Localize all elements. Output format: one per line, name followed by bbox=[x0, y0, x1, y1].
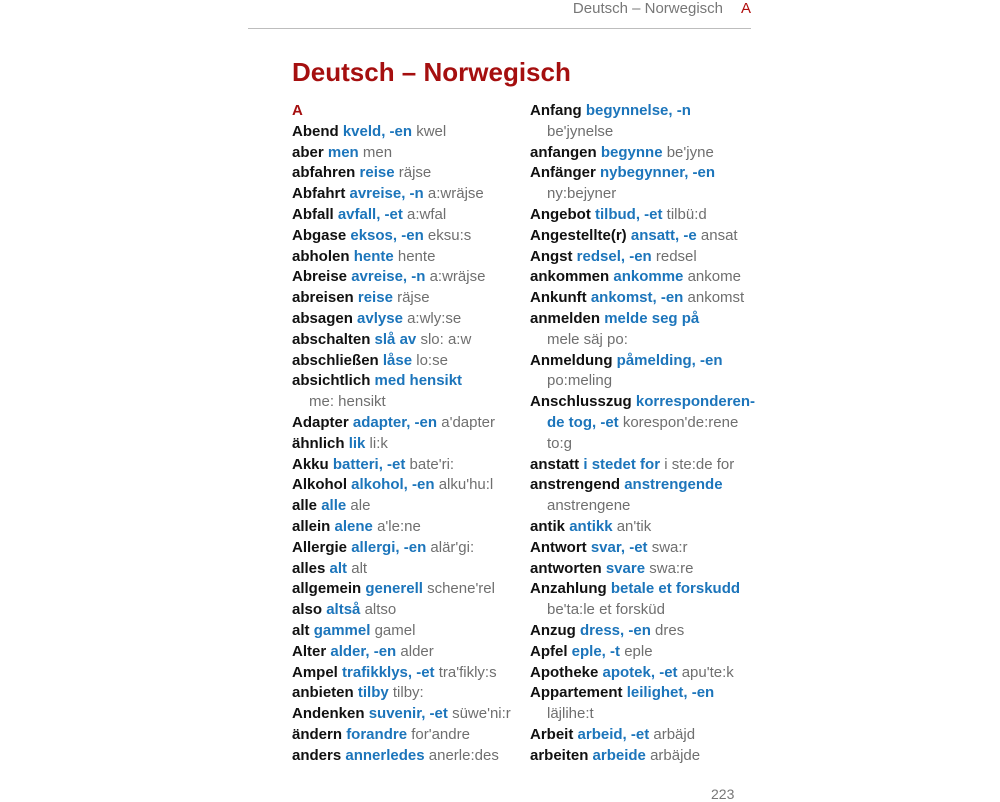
dictionary-entry bbox=[292, 683, 522, 704]
dictionary-entry bbox=[292, 184, 522, 205]
dictionary-entry bbox=[292, 330, 522, 351]
dictionary-entry bbox=[292, 226, 522, 247]
pronunciation: a:wfal bbox=[407, 205, 447, 223]
dictionary-entry bbox=[292, 163, 522, 184]
german-headword: anbieten bbox=[292, 684, 354, 702]
dictionary-entry bbox=[292, 517, 522, 538]
norwegian-translation: tilby bbox=[357, 684, 389, 702]
dictionary-entry bbox=[292, 288, 522, 309]
pronunciation: eple bbox=[624, 642, 653, 660]
section-letter: A bbox=[292, 102, 303, 119]
norwegian-translation: suvenir, -et bbox=[368, 705, 448, 723]
pronunciation: anstrengene bbox=[547, 497, 631, 515]
norwegian-translation: lik bbox=[348, 434, 366, 452]
dictionary-entry bbox=[530, 538, 752, 559]
pronunciation: räjse bbox=[398, 164, 432, 182]
dictionary-entry bbox=[530, 663, 752, 684]
german-headword: Arbeit bbox=[530, 725, 574, 743]
norwegian-translation: redsel, -en bbox=[576, 247, 652, 265]
pronunciation: eksu:s bbox=[427, 226, 472, 244]
dictionary-entry bbox=[292, 621, 522, 642]
german-headword: Anfang bbox=[530, 102, 582, 119]
dictionary-entry bbox=[530, 621, 752, 642]
german-headword: ähnlich bbox=[292, 434, 345, 452]
page-title: Deutsch – Norwegisch bbox=[292, 57, 571, 87]
header-letter: A bbox=[740, 0, 751, 17]
norwegian-translation: alle bbox=[321, 497, 347, 515]
pronunciation: for'andre bbox=[411, 725, 470, 743]
german-headword: Akku bbox=[292, 455, 329, 473]
german-headword: ändern bbox=[292, 725, 343, 743]
norwegian-translation: i stedet for bbox=[583, 455, 661, 473]
norwegian-translation: alt bbox=[329, 559, 348, 577]
dictionary-entry bbox=[292, 642, 522, 663]
pronunciation: a'dapter bbox=[441, 413, 495, 431]
german-headword: Apotheke bbox=[530, 663, 599, 681]
pronunciation: redsel bbox=[655, 247, 697, 265]
pronunciation: ale bbox=[350, 497, 371, 515]
dictionary-entry bbox=[292, 351, 522, 372]
pronunciation: ansat bbox=[700, 226, 738, 244]
dictionary-entry bbox=[530, 683, 752, 704]
norwegian-translation: apotek, -et bbox=[602, 663, 678, 681]
pronunciation: anerle:des bbox=[428, 746, 499, 764]
pronunciation: to:g bbox=[547, 434, 573, 452]
norwegian-translation: batteri, -et bbox=[332, 455, 406, 473]
norwegian-translation: tilbud, -et bbox=[595, 205, 663, 223]
dictionary-entry bbox=[292, 267, 522, 288]
pronunciation: korespon'de:rene bbox=[622, 413, 739, 431]
dictionary-entry bbox=[292, 309, 522, 330]
german-headword: Angestellte(r) bbox=[530, 226, 627, 244]
pronunciation: alt bbox=[351, 559, 368, 577]
german-headword: Anschlusszug bbox=[530, 393, 632, 411]
dictionary-entry bbox=[530, 746, 752, 767]
norwegian-translation: låse bbox=[382, 351, 413, 369]
pronunciation: altso bbox=[364, 601, 397, 619]
running-header bbox=[248, 0, 751, 29]
pronunciation: me: hensikt bbox=[309, 393, 386, 411]
dictionary-entry-continuation bbox=[530, 496, 752, 517]
german-headword: Alter bbox=[292, 642, 327, 660]
pronunciation: schene'rel bbox=[427, 580, 495, 598]
pronunciation: swa:r bbox=[651, 538, 688, 556]
pronunciation: dres bbox=[655, 621, 685, 639]
german-headword: Ampel bbox=[292, 663, 338, 681]
dictionary-entry bbox=[530, 351, 752, 372]
dictionary-entry bbox=[530, 101, 752, 122]
dictionary-entry-continuation bbox=[530, 184, 752, 205]
dictionary-entry bbox=[292, 663, 522, 684]
norwegian-translation: avlyse bbox=[357, 309, 403, 327]
norwegian-translation: hente bbox=[353, 247, 394, 265]
german-headword: ankommen bbox=[530, 268, 610, 286]
norwegian-translation: ansatt, -e bbox=[630, 226, 697, 244]
german-headword: anstatt bbox=[530, 455, 580, 473]
norwegian-translation: adapter, -en bbox=[352, 413, 438, 431]
dictionary-entry bbox=[292, 538, 522, 559]
dictionary-entry bbox=[292, 746, 522, 767]
norwegian-translation: eple, -t bbox=[571, 642, 621, 660]
dictionary-entry bbox=[530, 392, 756, 413]
norwegian-translation: forandre bbox=[346, 725, 408, 743]
dictionary-entry bbox=[530, 247, 752, 268]
pronunciation: a:wräjse bbox=[427, 185, 484, 203]
pronunciation: a:wräjse bbox=[429, 268, 486, 286]
german-headword: abschalten bbox=[292, 330, 371, 348]
norwegian-translation: alene bbox=[334, 517, 373, 535]
dictionary-entry-continuation bbox=[530, 413, 752, 434]
dictionary-column-right bbox=[530, 101, 756, 767]
pronunciation: hente bbox=[397, 247, 436, 265]
pronunciation: bate'ri: bbox=[409, 455, 455, 473]
norwegian-translation: generell bbox=[365, 580, 423, 598]
dictionary-entry bbox=[530, 642, 752, 663]
pronunciation: men bbox=[362, 143, 393, 161]
german-headword: Antwort bbox=[530, 538, 587, 556]
dictionary-entry-continuation bbox=[530, 434, 752, 455]
pronunciation: a'le:ne bbox=[377, 517, 421, 535]
german-headword: Alkohol bbox=[292, 476, 347, 494]
german-headword: Anmeldung bbox=[530, 351, 613, 369]
dictionary-entry bbox=[292, 143, 522, 164]
german-headword: Anfänger bbox=[530, 164, 596, 182]
norwegian-translation: slå av bbox=[374, 330, 417, 348]
german-headword: also bbox=[292, 601, 323, 619]
norwegian-translation: anstrengende bbox=[624, 476, 723, 494]
norwegian-translation: svare bbox=[605, 559, 646, 577]
german-headword: alt bbox=[292, 621, 310, 639]
norwegian-translation: arbeid, -et bbox=[577, 725, 650, 743]
german-headword: antworten bbox=[530, 559, 602, 577]
pronunciation: be'jyne bbox=[666, 143, 714, 161]
dictionary-entry bbox=[292, 559, 522, 580]
german-headword: alle bbox=[292, 497, 318, 515]
norwegian-translation: avreise, -n bbox=[349, 185, 424, 203]
german-headword: Anzug bbox=[530, 621, 576, 639]
pronunciation: arbäjde bbox=[650, 746, 701, 764]
german-headword: Abreise bbox=[292, 268, 348, 286]
norwegian-translation: korresponderen- bbox=[635, 393, 756, 411]
norwegian-translation: reise bbox=[359, 164, 395, 182]
dictionary-entry bbox=[530, 143, 752, 164]
norwegian-translation: avreise, -n bbox=[351, 268, 426, 286]
norwegian-translation: men bbox=[327, 143, 359, 161]
german-headword: Angebot bbox=[530, 205, 591, 223]
pronunciation: gamel bbox=[374, 621, 416, 639]
pronunciation: swa:re bbox=[649, 559, 694, 577]
german-headword: Anzahlung bbox=[530, 580, 607, 598]
german-headword: Abfall bbox=[292, 205, 334, 223]
dictionary-entry bbox=[292, 704, 522, 725]
german-headword: Abfahrt bbox=[292, 185, 346, 203]
norwegian-translation: alkohol, -en bbox=[351, 476, 435, 494]
pronunciation: tra'fikly:s bbox=[438, 663, 497, 681]
dictionary-entry bbox=[292, 247, 522, 268]
pronunciation: ankomst bbox=[687, 289, 745, 307]
german-headword: absagen bbox=[292, 309, 353, 327]
german-headword: anmelden bbox=[530, 309, 601, 327]
pronunciation: arbäjd bbox=[653, 725, 696, 743]
pronunciation: an'tik bbox=[616, 517, 652, 535]
dictionary-entry-continuation bbox=[530, 330, 752, 351]
pronunciation: läjlihe:t bbox=[547, 705, 594, 723]
pronunciation: i ste:de for bbox=[664, 455, 735, 473]
german-headword: abreisen bbox=[292, 289, 354, 307]
norwegian-translation: antikk bbox=[569, 517, 613, 535]
header-title: Deutsch – Norwegisch bbox=[572, 0, 723, 17]
norwegian-translation: nybegynner, -en bbox=[600, 164, 716, 182]
dictionary-entry-continuation bbox=[530, 122, 752, 143]
pronunciation: ny:bejyner bbox=[547, 185, 617, 203]
norwegian-translation: ankomme bbox=[613, 268, 684, 286]
dictionary-entry bbox=[292, 496, 522, 517]
german-headword: anstrengend bbox=[530, 476, 621, 494]
norwegian-translation: reise bbox=[357, 289, 393, 307]
norwegian-translation: annerledes bbox=[345, 746, 425, 764]
dictionary-entry bbox=[530, 579, 752, 600]
pronunciation: ankome bbox=[687, 268, 741, 286]
german-headword: aber bbox=[292, 143, 324, 161]
dictionary-entry-continuation bbox=[530, 371, 752, 392]
pronunciation: räjse bbox=[397, 289, 430, 307]
german-headword: Allergie bbox=[292, 538, 348, 556]
norwegian-translation: altså bbox=[326, 601, 361, 619]
dictionary-entry bbox=[292, 475, 522, 496]
norwegian-translation: kveld, -en bbox=[342, 122, 413, 140]
pronunciation: po:meling bbox=[547, 372, 613, 390]
dictionary-entry bbox=[530, 226, 752, 247]
dictionary-entry bbox=[530, 517, 752, 538]
norwegian-translation: svar, -et bbox=[590, 538, 648, 556]
dictionary-entry bbox=[530, 267, 752, 288]
pronunciation: a:wly:se bbox=[407, 309, 462, 327]
norwegian-translation: arbeide bbox=[592, 746, 646, 764]
dictionary-entry bbox=[530, 163, 752, 184]
german-headword: allein bbox=[292, 517, 331, 535]
norwegian-translation: leilighet, -en bbox=[626, 684, 715, 702]
german-headword: anfangen bbox=[530, 143, 597, 161]
german-headword: abschließen bbox=[292, 351, 379, 369]
dictionary-entry bbox=[292, 122, 522, 143]
german-headword: allgemein bbox=[292, 580, 362, 598]
pronunciation: tilby: bbox=[392, 684, 424, 702]
german-headword: abholen bbox=[292, 247, 350, 265]
norwegian-translation: trafikklys, -et bbox=[342, 663, 435, 681]
german-headword: Angst bbox=[530, 247, 573, 265]
pronunciation: be'ta:le et forsküd bbox=[547, 601, 665, 619]
pronunciation: slo: a:w bbox=[420, 330, 472, 348]
dictionary-entry bbox=[530, 205, 752, 226]
norwegian-translation: gammel bbox=[313, 621, 371, 639]
dictionary-entry bbox=[530, 455, 752, 476]
dictionary-entry bbox=[292, 413, 522, 434]
german-headword: Abend bbox=[292, 122, 339, 140]
dictionary-entry bbox=[292, 600, 522, 621]
german-headword: anders bbox=[292, 746, 342, 764]
dictionary-entry bbox=[292, 455, 522, 476]
pronunciation: apu'te:k bbox=[681, 663, 734, 681]
norwegian-translation: begynne bbox=[600, 143, 663, 161]
dictionary-entry-continuation bbox=[530, 704, 752, 725]
dictionary-entry bbox=[292, 725, 522, 746]
dictionary-entry bbox=[530, 475, 752, 496]
german-headword: antik bbox=[530, 517, 566, 535]
dictionary-entry bbox=[530, 309, 752, 330]
norwegian-translation: alder, -en bbox=[330, 642, 397, 660]
german-headword: Abgase bbox=[292, 226, 347, 244]
dictionary-entry bbox=[292, 434, 522, 455]
german-headword: Adapter bbox=[292, 413, 349, 431]
norwegian-translation: de tog, -et bbox=[547, 413, 619, 431]
dictionary-entry bbox=[292, 205, 522, 226]
norwegian-translation: dress, -en bbox=[580, 621, 651, 639]
dictionary-entry bbox=[530, 288, 752, 309]
german-headword: Appartement bbox=[530, 684, 623, 702]
dictionary-entry-continuation bbox=[530, 600, 752, 621]
page-number: 223 bbox=[711, 786, 735, 802]
german-headword: arbeiten bbox=[530, 746, 589, 764]
dictionary-entry bbox=[530, 559, 752, 580]
german-headword: alles bbox=[292, 559, 326, 577]
norwegian-translation: eksos, -en bbox=[350, 226, 424, 244]
pronunciation: tilbü:d bbox=[666, 205, 707, 223]
german-headword: absichtlich bbox=[292, 372, 371, 390]
german-headword: abfahren bbox=[292, 164, 356, 182]
dictionary-entry-continuation bbox=[292, 392, 522, 413]
pronunciation: mele säj po: bbox=[547, 330, 628, 348]
pronunciation: alder bbox=[400, 642, 434, 660]
norwegian-translation: begynnelse, -n bbox=[585, 102, 691, 119]
german-headword: Ankunft bbox=[530, 289, 587, 307]
norwegian-translation: melde seg på bbox=[604, 309, 700, 327]
dictionary-column-left bbox=[292, 101, 522, 767]
dictionary-entry bbox=[292, 579, 522, 600]
norwegian-translation: avfall, -et bbox=[337, 205, 403, 223]
norwegian-translation: betale et forskudd bbox=[610, 580, 741, 598]
norwegian-translation: med hensikt bbox=[374, 372, 463, 390]
german-headword: Andenken bbox=[292, 705, 365, 723]
pronunciation: alär'gi: bbox=[430, 538, 475, 556]
dictionary-entry bbox=[292, 371, 522, 392]
german-headword: Apfel bbox=[530, 642, 568, 660]
pronunciation: li:k bbox=[369, 434, 388, 452]
pronunciation: kwel bbox=[416, 122, 447, 140]
pronunciation: lo:se bbox=[416, 351, 448, 369]
dictionary-entry bbox=[530, 725, 752, 746]
pronunciation: süwe'ni:r bbox=[452, 705, 511, 723]
pronunciation: be'jynelse bbox=[547, 122, 614, 140]
norwegian-translation: påmelding, -en bbox=[616, 351, 723, 369]
norwegian-translation: ankomst, -en bbox=[590, 289, 684, 307]
pronunciation: alku'hu:l bbox=[438, 476, 494, 494]
norwegian-translation: allergi, -en bbox=[351, 538, 427, 556]
